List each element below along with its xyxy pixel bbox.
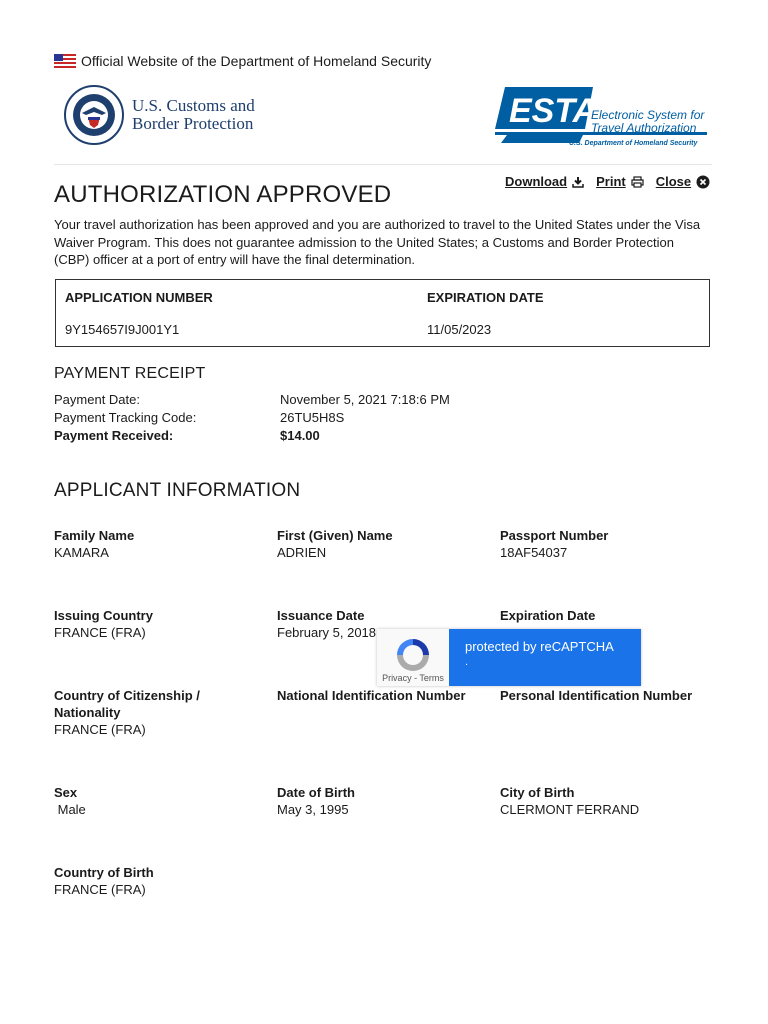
esta-wordmark: ESTA	[509, 92, 598, 130]
recaptcha-badge[interactable]	[377, 629, 641, 686]
national-id-label: National Identification Number	[277, 688, 466, 703]
page-title: AUTHORIZATION APPROVED	[54, 181, 392, 208]
citizenship-label-line2: Nationality	[54, 705, 121, 720]
esta-line2: Travel Authorization	[591, 121, 697, 135]
country-of-birth-value: FRANCE (FRA)	[54, 882, 146, 897]
payment-date-label: Payment Date:	[54, 392, 140, 407]
official-site-banner	[54, 52, 431, 70]
recaptcha-prefix: protected by	[465, 639, 541, 654]
recaptcha-logo-panel	[377, 629, 449, 686]
print-link[interactable]	[596, 174, 644, 189]
city-of-birth-value: CLERMONT FERRAND	[500, 802, 640, 817]
personal-id-label: Personal Identification Number	[500, 688, 693, 703]
payment-receipt-heading: PAYMENT RECEIPT	[54, 365, 206, 382]
passport-expiration-label: Expiration Date	[500, 608, 596, 623]
esta-logo[interactable]	[495, 85, 707, 149]
recaptcha-text-panel: protected by reCAPTCHA .	[449, 629, 641, 686]
us-flag-icon	[54, 54, 76, 68]
print-icon	[631, 176, 644, 188]
recaptcha-icon	[393, 635, 433, 675]
cbp-name-line1: U.S. Customs and	[132, 96, 255, 115]
approval-message: Your travel authorization has been approved and you are authorized to travel to the United States under the Visa Waiver Program. This does not guarantee admission to the United States; a Customs and Border Protection (CBP) officer at a port of entry will have the final determination.	[54, 217, 701, 267]
payment-tracking-label: Payment Tracking Code:	[54, 410, 197, 425]
issuing-country-label: Issuing Country	[54, 608, 153, 623]
city-of-birth-label: City of Birth	[500, 785, 575, 800]
first-name-label: First (Given) Name	[277, 528, 393, 543]
expiration-date-label: EXPIRATION DATE	[427, 290, 544, 305]
print-label: Print	[596, 174, 626, 189]
close-icon	[696, 175, 710, 189]
payment-tracking-value: 26TU5H8S	[280, 410, 345, 425]
download-link[interactable]	[505, 174, 584, 189]
download-icon	[572, 176, 584, 188]
download-label: Download	[505, 174, 568, 189]
recaptcha-brand: reCAPTCHA	[540, 639, 614, 654]
close-label: Close	[655, 174, 692, 189]
application-summary-box	[55, 279, 710, 347]
citizenship-label	[54, 687, 200, 721]
expiration-date-value: 11/05/2023	[427, 322, 492, 337]
esta-line3: U.S. Department of Homeland Security	[569, 140, 698, 147]
sex-label: Sex	[54, 785, 78, 800]
application-number-value: 9Y154657I9J001Y1	[65, 322, 180, 337]
cbp-name-line2: Border Protection	[132, 114, 254, 133]
esta-line1: Electronic System for	[591, 108, 705, 122]
family-name-value: KAMARA	[54, 545, 109, 560]
recaptcha-terms-link[interactable]: Terms	[419, 673, 444, 683]
dhs-seal-icon	[64, 85, 124, 145]
esta-logo-graphic	[495, 85, 707, 149]
applicant-info-heading: APPLICANT INFORMATION	[54, 480, 301, 501]
dob-value: May 3, 1995	[277, 802, 349, 817]
passport-number-value: 18AF54037	[500, 545, 568, 560]
banner-text: Official Website of the Department of Homeland Security	[81, 53, 432, 69]
recaptcha-separator: -	[411, 673, 420, 683]
payment-received-label: Payment Received:	[54, 428, 174, 443]
recaptcha-privacy-link[interactable]: Privacy	[382, 673, 412, 683]
issuance-date-label: Issuance Date	[277, 608, 365, 623]
recaptcha-links	[377, 673, 449, 683]
action-links	[505, 174, 710, 189]
dob-label: Date of Birth	[277, 785, 355, 800]
sex-value: Male	[54, 802, 86, 817]
family-name-label: Family Name	[54, 528, 135, 543]
passport-number-label: Passport Number	[500, 528, 609, 543]
country-of-birth-label: Country of Birth	[54, 865, 154, 880]
payment-date-value: November 5, 2021 7:18:6 PM	[280, 392, 450, 407]
citizenship-label-line1: Country of Citizenship /	[54, 688, 200, 703]
citizenship-value: FRANCE (FRA)	[54, 722, 146, 737]
issuance-date-value: February 5, 2018	[277, 625, 377, 640]
close-link[interactable]	[656, 174, 710, 189]
issuing-country-value: FRANCE (FRA)	[54, 625, 146, 640]
application-number-label: APPLICATION NUMBER	[65, 290, 213, 305]
cbp-logo[interactable]	[64, 85, 255, 145]
header-divider	[54, 164, 712, 165]
first-name-value: ADRIEN	[277, 545, 327, 560]
payment-received-value: $14.00	[280, 428, 320, 443]
